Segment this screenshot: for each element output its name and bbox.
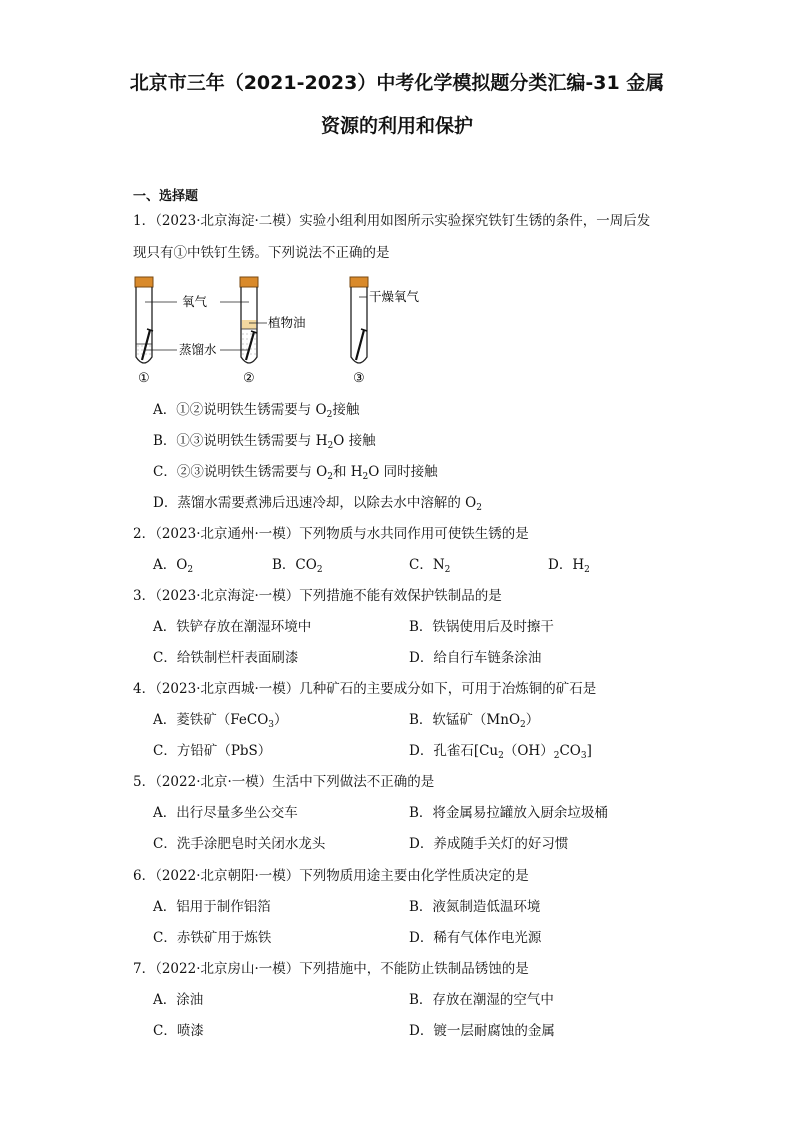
question-1-stem: 1．（2023·北京海淀·二模）实验小组利用如图所示实验探究铁钉生锈的条件，一周后发 <box>133 213 651 229</box>
q2-option-d[interactable]: D．$H_2$ <box>548 557 590 575</box>
label-distilled-water: 蒸馏水 <box>179 342 217 357</box>
q1-option-c[interactable]: C．②③说明铁生锈需要与 $O_2$和 $H_2O$ 同时接触 <box>153 464 438 482</box>
q4-option-c[interactable]: C．方铅矿（PbS） <box>153 743 272 759</box>
q7-option-a[interactable]: A．涂油 <box>153 992 204 1008</box>
q5-option-b[interactable]: B．将金属易拉罐放入厨余垃圾桶 <box>409 805 608 821</box>
q4-option-a[interactable]: A．菱铁矿（FeCO$_3$） <box>153 712 288 730</box>
label-oxygen: 氧气 <box>182 294 208 309</box>
question-3-stem: 3．（2023·北京海淀·一模）下列措施不能有效保护铁制品的是 <box>133 588 502 604</box>
q5-option-d[interactable]: D．养成随手关灯的好习惯 <box>409 836 569 852</box>
test-tube-3 <box>350 277 368 363</box>
tube-number-3: ③ <box>353 371 365 386</box>
test-tube-figure <box>125 272 445 387</box>
q6-option-c[interactable]: C．赤铁矿用于炼铁 <box>153 930 272 946</box>
section-heading: 一、选择题 <box>133 189 199 204</box>
q6-option-d[interactable]: D．稀有气体作电光源 <box>409 930 542 946</box>
q6-option-b[interactable]: B．液氮制造低温环境 <box>409 899 541 915</box>
q4-option-b[interactable]: B．软锰矿（MnO$_2$） <box>409 712 540 730</box>
q7-option-c[interactable]: C．喷漆 <box>153 1023 204 1039</box>
question-4-stem: 4．（2023·北京西城·一模）几种矿石的主要成分如下，可用于冶炼铜的矿石是 <box>133 681 597 697</box>
q2-option-c[interactable]: C．$N_2$ <box>409 557 451 575</box>
tube-number-2: ② <box>243 371 255 386</box>
q2-option-a[interactable]: A．$O_2$ <box>153 557 194 575</box>
q1-option-b[interactable]: B．①③说明铁生锈需要与 $H_2O$ 接触 <box>153 433 376 451</box>
page-title: 北京市三年（2021-2023）中考化学模拟题分类汇编-31 金属 <box>129 72 665 94</box>
q2-option-b[interactable]: B．$CO_2$ <box>272 557 323 575</box>
q3-option-c[interactable]: C．给铁制栏杆表面刷漆 <box>153 650 299 666</box>
page-title-continued: 资源的利用和保护 <box>320 115 473 137</box>
tube-number-1: ① <box>138 371 150 386</box>
q7-option-b[interactable]: B．存放在潮湿的空气中 <box>409 992 554 1008</box>
question-1-stem-continued: 现只有①中铁钉生锈。下列说法不正确的是 <box>133 245 390 261</box>
q3-option-a[interactable]: A．铁铲存放在潮湿环境中 <box>153 619 312 635</box>
question-2-stem: 2．（2023·北京通州·一模）下列物质与水共同作用可使铁生锈的是 <box>133 526 529 542</box>
question-5-stem: 5．（2022·北京·一模）生活中下列做法不正确的是 <box>133 774 435 790</box>
question-6-stem: 6．（2022·北京朝阳·一模）下列物质用途主要由化学性质决定的是 <box>133 868 529 884</box>
q6-option-a[interactable]: A．铝用于制作铝箔 <box>153 899 271 915</box>
label-vegetable-oil: 植物油 <box>268 315 306 330</box>
q3-option-d[interactable]: D．给自行车链条涂油 <box>409 650 542 666</box>
q5-option-a[interactable]: A．出行尽量多坐公交车 <box>153 805 298 821</box>
question-7-stem: 7．（2022·北京房山·一模）下列措施中，不能防止铁制品锈蚀的是 <box>133 961 529 977</box>
q5-option-c[interactable]: C．洗手涂肥皂时关闭水龙头 <box>153 836 326 852</box>
q4-option-d[interactable]: D．孔雀石$[Cu_2(OH)_2CO_3]$ <box>409 743 592 761</box>
q7-option-d[interactable]: D．镀一层耐腐蚀的金属 <box>409 1023 555 1039</box>
q1-option-a[interactable]: A．①②说明铁生锈需要与 $O_2$接触 <box>153 402 360 420</box>
label-dry-oxygen: 干燥氧气 <box>369 289 420 304</box>
q3-option-b[interactable]: B．铁锅使用后及时擦干 <box>409 619 554 635</box>
q1-option-d[interactable]: D．蒸馏水需要煮沸后迅速冷却，以除去水中溶解的 $O_2$ <box>153 495 482 513</box>
